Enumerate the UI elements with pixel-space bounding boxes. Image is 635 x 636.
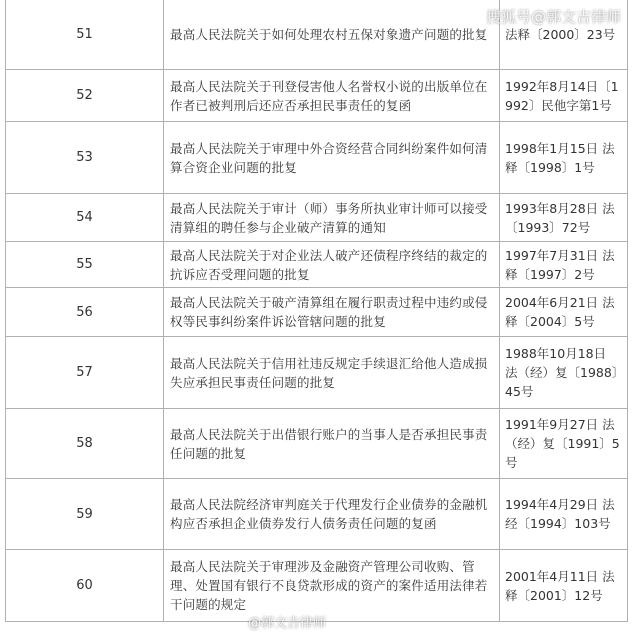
issue-reference: 1992年8月14日〔1992〕民他字第1号 bbox=[500, 70, 628, 122]
table-row bbox=[6, 122, 628, 194]
document-title: 最高人民法院关于审计（师）事务所执业审计师可以接受清算组的聘任参与企业破产清算的通知 bbox=[164, 194, 500, 242]
row-number: 60 bbox=[6, 550, 164, 622]
table-row bbox=[6, 194, 628, 242]
document-title: 最高人民法院关于破产清算组在履行职责过程中违约或侵权等民事纠纷案件诉讼管辖问题的批复 bbox=[164, 288, 500, 337]
row-number: 53 bbox=[6, 122, 164, 194]
document-title: 最高人民法院关于如何处理农村五保对象遗产问题的批复 bbox=[164, 0, 500, 70]
table-row bbox=[6, 70, 628, 122]
document-title: 最高人民法院经济审判庭关于代理发行企业债券的金融机构应否承担企业债券发行人债务责任问题的复函 bbox=[164, 479, 500, 550]
row-number: 56 bbox=[6, 288, 164, 337]
row-number: 58 bbox=[6, 409, 164, 479]
document-title: 最高人民法院关于刊登侵害他人名誉权小说的出版单位在作者已被判刑后还应否承担民事责任的复函 bbox=[164, 70, 500, 122]
watermark-top: 搜狐号@郭文吉律师 bbox=[485, 8, 621, 26]
issue-reference: 法释〔2000〕23号 bbox=[500, 0, 628, 70]
issue-reference: 1994年4月29日 法经〔1994〕103号 bbox=[500, 479, 628, 550]
table-row bbox=[6, 409, 628, 479]
table-row bbox=[6, 0, 628, 70]
issue-reference: 2004年6月21日 法释〔2004〕5号 bbox=[500, 288, 628, 337]
row-number: 57 bbox=[6, 337, 164, 409]
document-title: 最高人民法院关于审理涉及金融资产管理公司收购、管理、处置国有银行不良贷款形成的资产的案件适用法律若干问题的规定 bbox=[164, 550, 500, 622]
issue-reference: 1997年7月31日 法释〔1997〕2号 bbox=[500, 242, 628, 288]
issue-reference: 1991年9月27日 法（经）复〔1991〕5号 bbox=[500, 409, 628, 479]
row-number: 55 bbox=[6, 242, 164, 288]
issue-reference: 1993年8月28日 法〔1993〕72号 bbox=[500, 194, 628, 242]
table-row bbox=[6, 337, 628, 409]
issue-reference: 1998年1月15日 法释〔1998〕1号 bbox=[500, 122, 628, 194]
row-number: 52 bbox=[6, 70, 164, 122]
issue-reference: 2001年4月11日 法释〔2001〕12号 bbox=[500, 550, 628, 622]
row-number: 54 bbox=[6, 194, 164, 242]
watermark-bottom: @郭文吉律师 bbox=[248, 616, 327, 631]
document-title: 最高人民法院关于审理中外合资经营合同纠纷案件如何清算合资企业问题的批复 bbox=[164, 122, 500, 194]
table-row bbox=[6, 550, 628, 622]
table-row bbox=[6, 479, 628, 550]
issue-reference: 1988年10月18日 法（经）复〔1988〕45号 bbox=[500, 337, 628, 409]
table-row bbox=[6, 242, 628, 288]
document-title: 最高人民法院关于对企业法人破产还债程序终结的裁定的抗诉应否受理问题的批复 bbox=[164, 242, 500, 288]
regulations-table bbox=[5, 0, 628, 622]
document-title: 最高人民法院关于信用社违反规定手续退汇给他人造成损失应承担民事责任问题的批复 bbox=[164, 337, 500, 409]
table-row bbox=[6, 288, 628, 337]
row-number: 51 bbox=[6, 0, 164, 70]
row-number: 59 bbox=[6, 479, 164, 550]
document-title: 最高人民法院关于出借银行账户的当事人是否承担民事责任问题的批复 bbox=[164, 409, 500, 479]
